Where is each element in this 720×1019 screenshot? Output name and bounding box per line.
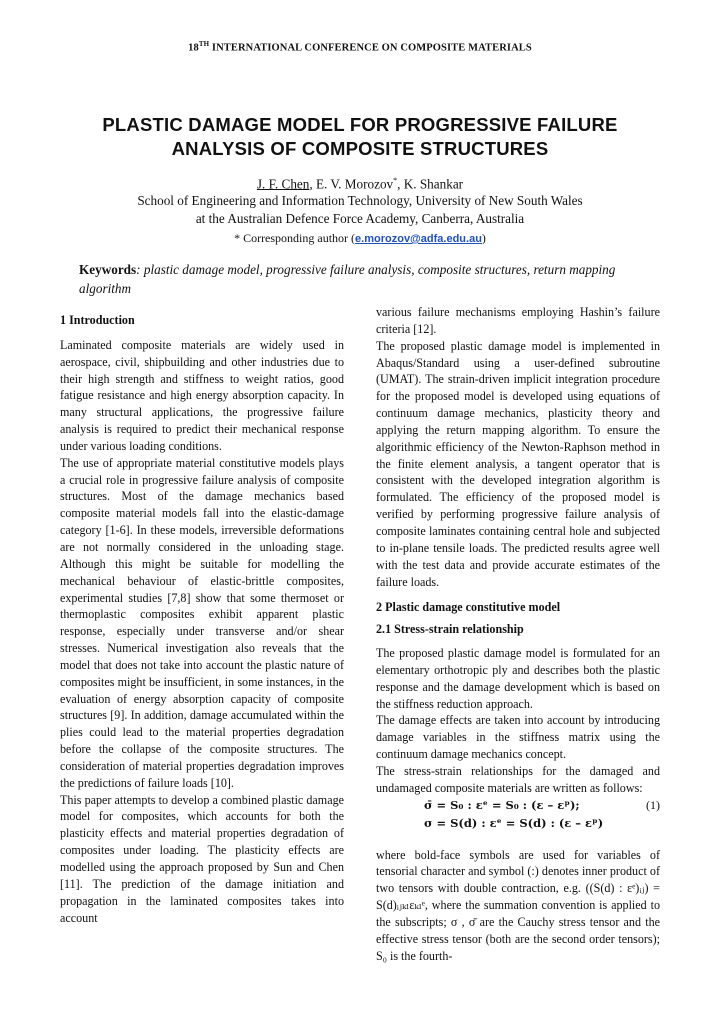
equation-1b	[376, 815, 660, 833]
corr-prefix: * Corresponding author (	[234, 231, 356, 245]
subsection-heading-stress-strain: 2.1 Stress-strain relationship	[376, 622, 524, 637]
paper-title	[60, 113, 660, 161]
header-superscript: TH	[198, 40, 210, 48]
left-column	[60, 312, 344, 926]
right-column	[376, 304, 660, 965]
paragraph: The proposed plastic damage model is formulated for an elementary orthotropic ply and describes both the plastic response and the damage development which is based on the stiffness reduction approach.	[376, 646, 660, 711]
corresponding-author	[0, 231, 720, 246]
header-prefix: 18	[188, 42, 199, 54]
section-heading-model: 2 Plastic damage constitutive model	[376, 600, 561, 615]
title-line-2: ANALYSIS OF COMPOSITE STRUCTURES	[171, 138, 549, 159]
equation-number: (1)	[646, 797, 660, 812]
corresponding-star: *	[393, 176, 398, 185]
header-rest: INTERNATIONAL CONFERENCE ON COMPOSITE MATERIALS	[209, 42, 532, 54]
equation-1a	[376, 797, 660, 815]
affiliation-line-1: School of Engineering and Information Technology, University of New South Wales	[137, 193, 583, 208]
keywords-label: Keywords	[79, 262, 137, 277]
email-link[interactable]: e.morozov@adfa.edu.au	[355, 233, 482, 245]
section-heading-introduction: 1 Introduction	[60, 313, 135, 327]
paragraph: The proposed plastic damage model is implemented in Abaqus/Standard using a user-defined subroutine (UMAT). The strain-driven implicit integration procedure for the proposed model is developed using equations of continuum damage mechanics, plasticity theory and applying the return mapping algorithm. To ensure the algorithmic efficiency of the Newton-Raphson method in the finite element analysis, a tangent operator that is consistent with the developed integration algorithm is formulated. The efficiency of the proposed model is verified by performing progressive failure analysis of composite laminates containing central hole and subjected to in-plane tensile loads. The predicted results agree well with the test data and provide accurate estimates of the failure loads.	[376, 338, 660, 589]
author-list	[0, 176, 720, 192]
author-second: , E. V. Morozov	[309, 176, 394, 192]
paragraph: various failure mechanisms employing Hashin’s failure criteria [12].	[376, 305, 660, 336]
keywords-block	[79, 260, 659, 298]
author-presenting: J. F. Chen	[256, 176, 310, 192]
equation-1a-text: σ̄ = S₀ : εᵉ = S₀ : (ε – εᵖ);	[424, 797, 580, 812]
affiliation-line-2: at the Australian Defence Force Academy, Canberra, Australia	[195, 211, 525, 226]
equation-spacer	[376, 833, 660, 847]
corr-suffix: )	[481, 231, 486, 245]
paragraph: The damage effects are taken into account by introducing damage variables in the stiffness matrix using the continuum damage mechanics concept.	[376, 713, 660, 762]
title-line-1: PLASTIC DAMAGE MODEL FOR PROGRESSIVE FAILURE	[102, 114, 618, 135]
paragraph: where bold-face symbols are used for variables of tensorial character and symbol (:) denotes inner product of two tensors with double contraction, e.g. ((S(d) : εᵉ)ᵢⱼ) = S(d)ᵢⱼₖₗεₖₗᵉ, where the summation convention is applied to the subscripts; σ , σ̄ are the Cauchy stress tensor and the effective stress tensor (both are the second order tensors); S₀ is the fourth-	[376, 847, 660, 963]
equation-1b-text: σ = S(d) : εᵉ = S(d) : (ε – εᵖ)	[424, 815, 604, 830]
paragraph: The use of appropriate material constitutive models plays a crucial role in progressive failure analysis of composite structures. Most of the damage mechanics based composite material models fall into the elastic-damage category [1-6]. In these models, irreversible deformations are not normally considered in the unloading stage. Although this might be suitable for modelling the mechanical behaviour of elastic-brittle composites, experimental studies [7,8] show that some thermoset or thermoplastic composites exhibit apparent plastic response, especially under transverse and/or shear stresses. Numerical investigation also reveals that the model that does not take into account the plastic nature of composites might be insufficient, in some instances, in the evaluation of energy absorption capacity of composite structures [9]. In addition, damage accumulated within the plies could lead to the material properties degradation before the collapse of the composite structures. The consideration of material properties degradation improves the predictions of failure loads [10].	[60, 455, 344, 790]
conference-header	[0, 40, 720, 54]
author-third: , K. Shankar	[397, 176, 464, 192]
keywords-text: : plastic damage model, progressive failure analysis, composite structures, return mapping algorithm	[79, 262, 616, 296]
paragraph: This paper attempts to develop a combined plastic damage model for composites, which accounts for both the plasticity effects and material properties degradation of composites under loading. The plasticity effects are modelled using the approach proposed by Sun and Chen [11]. The prediction of the damage initiation and propagation in the laminated composites takes into account	[60, 792, 344, 925]
paragraph: Laminated composite materials are widely used in aerospace, civil, shipbuilding and other industries due to their high strength and stiffness to weight ratios, good fatigue resistance and high energy absorption capacity. In many structural applications, the progressive failure analysis is required to predict their mechanical response under various loading conditions.	[60, 337, 344, 453]
paragraph: The stress-strain relationships for the damaged and undamaged composite materials are written as follows:	[376, 763, 660, 795]
